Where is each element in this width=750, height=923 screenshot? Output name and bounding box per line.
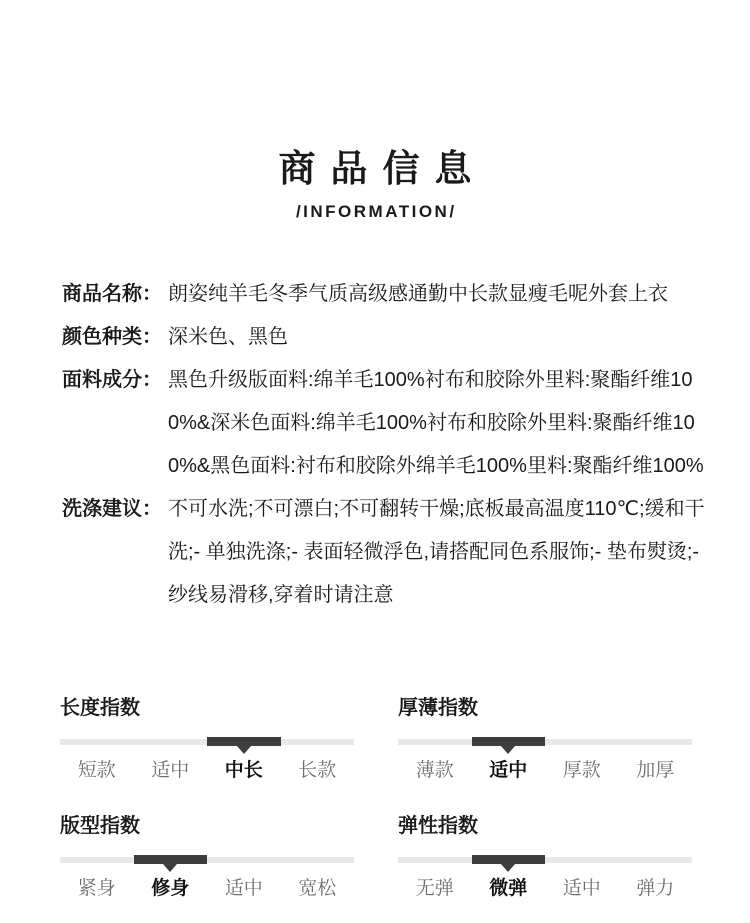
thickness-slider [398,737,692,754]
slider-track [398,739,692,745]
detail-value [168,359,704,488]
option-label: 微弹 [489,878,528,899]
detail-row-product-name [62,273,692,316]
index-title: 厚薄指数 [398,697,478,719]
option-label: 宽松 [298,878,337,899]
option-label: 中长 [224,760,263,781]
index-title: 版型指数 [60,815,140,837]
detail-label: 面料成分： [62,369,162,391]
option-label: 适中 [489,760,528,781]
option-label: 长款 [298,760,337,781]
slider-active-segment [472,855,546,864]
elasticity-slider [398,855,692,872]
index-block-elasticity [398,813,692,902]
slider-active-segment [207,737,281,746]
slider-pointer-icon [501,746,515,754]
index-block-length [60,695,354,784]
option-label: 短款 [77,760,116,781]
slider-active-segment [472,737,546,746]
detail-value-line: 0%&黑色面料:衬布和胶除外绵羊毛100%里料:聚酯纤维100% [168,455,704,477]
page-title: 商品信息 [278,148,487,189]
fit-slider [60,855,354,872]
detail-label: 洗涤建议： [62,498,162,520]
detail-label: 颜色种类： [62,326,162,348]
detail-value [168,273,692,316]
detail-row-washing-advice [62,488,705,617]
slider-pointer-icon [501,864,515,872]
slider-options [398,876,692,902]
option-label: 紧身 [77,878,116,899]
detail-value-line: 深米色、黑色 [168,326,288,348]
detail-label: 商品名称： [62,283,162,305]
detail-value-line: 黑色升级版面料:绵羊毛100%衬布和胶除外里料:聚酯纤维10 [168,369,693,391]
index-block-fit [60,813,354,902]
detail-value-line: 纱线易滑移,穿着时请注意 [168,584,394,606]
option-label: 厚款 [562,760,601,781]
page-subtitle: /INFORMATION/ [295,202,457,221]
slider-pointer-icon [163,864,177,872]
option-label: 修身 [151,878,190,899]
slider-options [398,758,692,784]
index-block-thickness [398,695,692,784]
length-slider [60,737,354,754]
slider-track [398,857,692,863]
option-label: 适中 [224,878,263,899]
option-label: 弹力 [636,878,675,899]
option-label: 加厚 [636,760,675,781]
detail-value [168,488,705,617]
slider-options [60,758,354,784]
index-title: 长度指数 [60,697,140,719]
slider-track [60,857,354,863]
detail-row-fabric-composition [62,359,704,488]
option-label: 适中 [562,878,601,899]
detail-value-line: 不可水洗;不可漂白;不可翻转干燥;底板最高温度110℃;缓和干 [168,498,705,520]
detail-value-line: 洗;- 单独洗涤;- 表面轻微浮色,请搭配同色系服饰;- 垫布熨烫;- [168,541,700,563]
slider-options [60,876,354,902]
option-label: 薄款 [415,760,454,781]
detail-row-color-options [62,316,692,359]
detail-value-line: 0%&深米色面料:绵羊毛100%衬布和胶除外里料:聚酯纤维10 [168,412,695,434]
detail-value-line: 朗姿纯羊毛冬季气质高级感通勤中长款显瘦毛呢外套上衣 [168,283,668,305]
page-header [0,146,750,223]
index-title: 弹性指数 [398,815,478,837]
index-grid [60,695,692,902]
option-label: 适中 [151,760,190,781]
slider-active-segment [134,855,208,864]
product-details [62,273,705,617]
slider-pointer-icon [237,746,251,754]
detail-value [168,316,692,359]
option-label: 无弹 [415,878,454,899]
